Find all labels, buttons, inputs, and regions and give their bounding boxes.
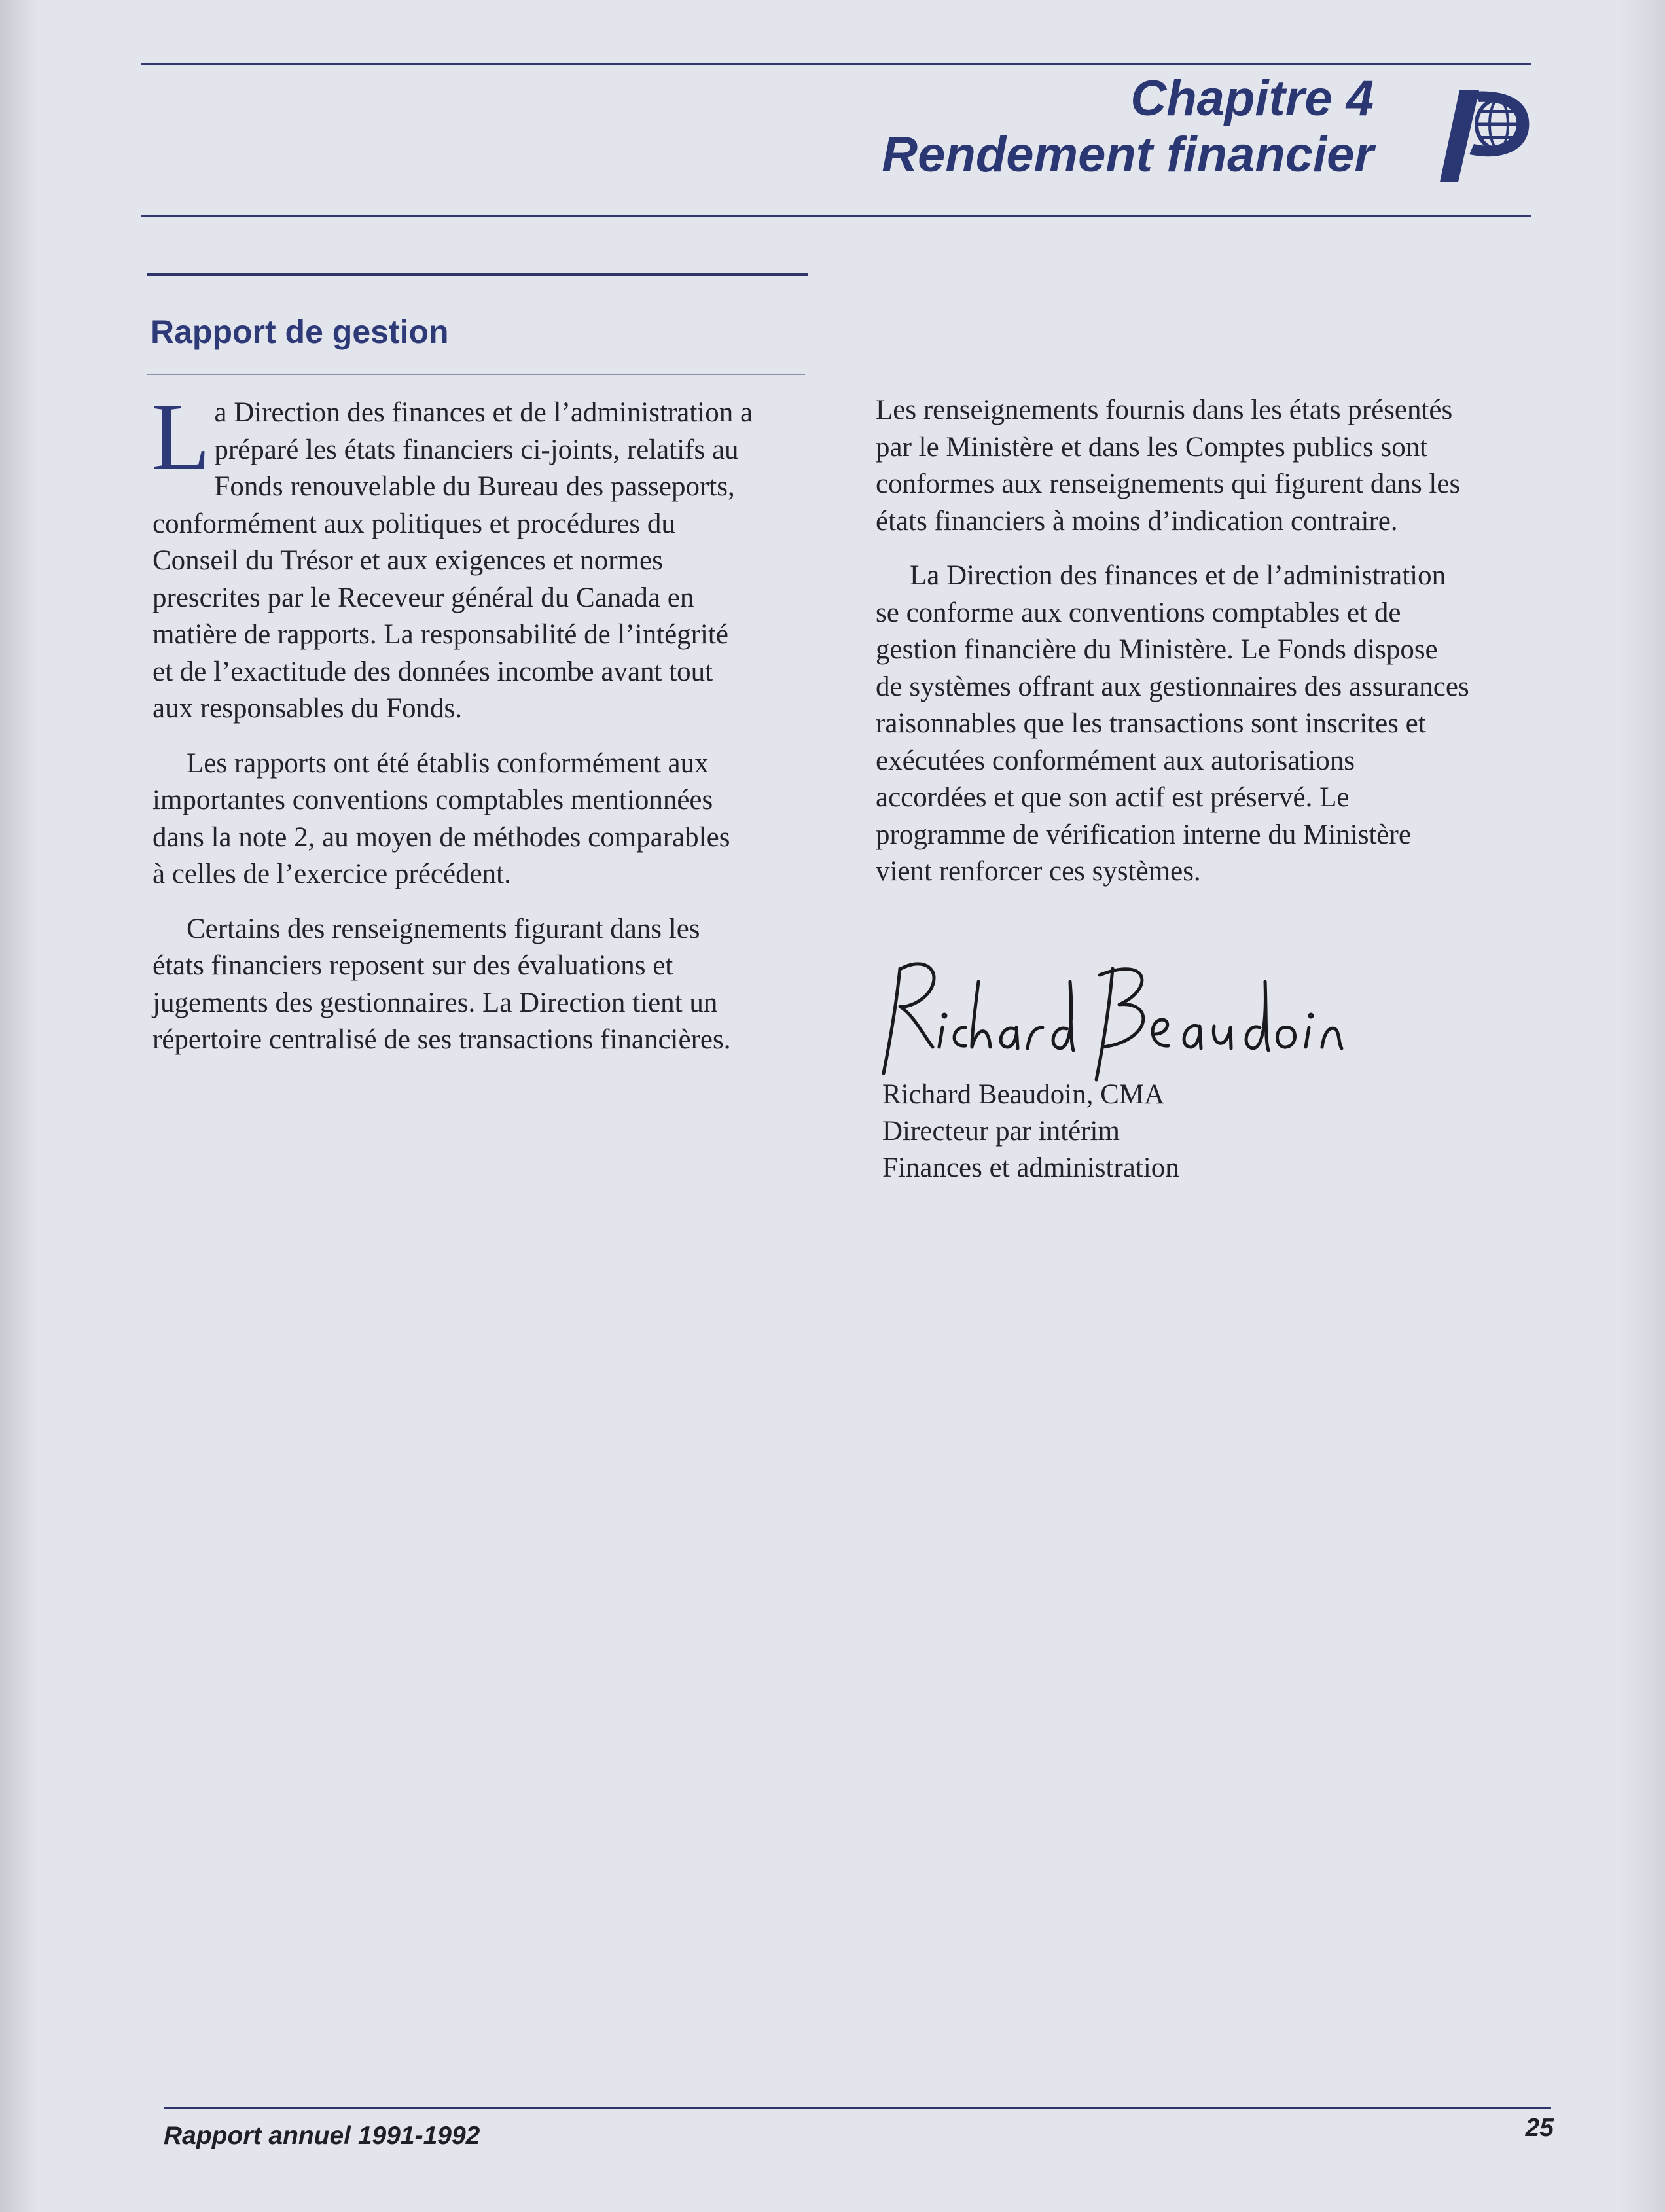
paragraph-5 [876,558,1543,891]
text-line: raisonnables que les transactions sont inscrites et [876,708,1426,739]
footer-report-title: Rapport annuel 1991-1992 [164,2122,480,2150]
text-line: à celles de l’exercice précédent. [152,859,511,889]
section-rule [147,273,808,276]
handwritten-signature [874,942,1371,1093]
text-line: conformes aux renseignements qui figurent dans les [876,469,1461,499]
chapter-header [882,71,1374,183]
section-underline [147,374,805,375]
passport-office-p-logo-icon [1433,77,1538,185]
text-line: La Direction des finances et de l’administration [910,560,1446,591]
text-line: Conseil du Trésor et aux exigences et normes [152,545,663,576]
text-line: et de l’exactitude des données incombe avant tout [152,656,713,687]
text-line: de systèmes offrant aux gestionnaires des assurances [876,671,1469,702]
drop-cap: L [151,384,211,491]
text-line: accordées et que son actif est préservé. Le [876,782,1350,813]
text-line: Les rapports ont été établis conformément aux [187,747,709,779]
text-line: répertoire centralisé de ses transactions financières. [152,1024,731,1055]
signature-block [882,1077,1179,1186]
paragraph-4 [876,392,1543,540]
text-line: par le Ministère et dans les Comptes publics sont [876,431,1428,463]
text-line: gestion financière du Ministère. Le Fonds dispose [876,634,1438,665]
text-line: Certains des renseignements figurant dans les [187,913,700,944]
text-line: états financiers reposent sur des évaluations et [152,950,673,981]
text-line: a Direction des finances et de l’administration a [214,397,753,428]
signatory-role: Directeur par intérim [882,1116,1120,1147]
footer-rule [164,2107,1551,2109]
text-line: aux responsables du Fonds. [152,693,462,724]
paragraph-2 [152,745,814,893]
text-line: conformément aux politiques et procédures du [152,508,675,539]
header-top-rule [141,63,1531,65]
text-line: Les renseignements fournis dans les états présentés [876,395,1453,425]
chapter-number: Chapitre 4 [1130,71,1374,126]
paragraph-3 [152,911,814,1059]
text-line: Fonds renouvelable du Bureau des passeports, [214,471,735,502]
text-line: programme de vérification interne du Ministère [876,819,1411,850]
text-line: matière de rapports. La responsabilité de l’intégrité [152,619,728,650]
paragraph-1 [151,384,814,728]
text-line: se conforme aux conventions comptables et de [876,597,1401,628]
text-line: vient renforcer ces systèmes. [876,856,1201,887]
chapter-title: Rendement financier [882,127,1374,183]
header-bottom-rule [141,215,1531,217]
page-edge-shadow [0,0,39,2212]
text-line: états financiers à moins d’indication contraire. [876,505,1398,537]
text-line: prescrites par le Receveur général du Canada en [152,582,694,613]
signatory-name: Richard Beaudoin, CMA [882,1079,1165,1110]
text-line: exécutées conformément aux autorisations [876,745,1355,776]
text-line: importantes conventions comptables mentionnées [152,785,713,815]
text-line: préparé les états financiers ci-joints, relatifs au [214,434,739,465]
left-column [151,384,814,1077]
signatory-department: Finances et administration [882,1152,1179,1183]
text-line: dans la note 2, au moyen de méthodes comparables [152,821,730,853]
section-title: Rapport de gestion [151,313,449,350]
right-column [876,392,1543,908]
text-line: jugements des gestionnaires. La Direction tient un [152,987,718,1018]
page-edge-shadow-right [1619,0,1665,2212]
page-number: 25 [1525,2114,1554,2142]
